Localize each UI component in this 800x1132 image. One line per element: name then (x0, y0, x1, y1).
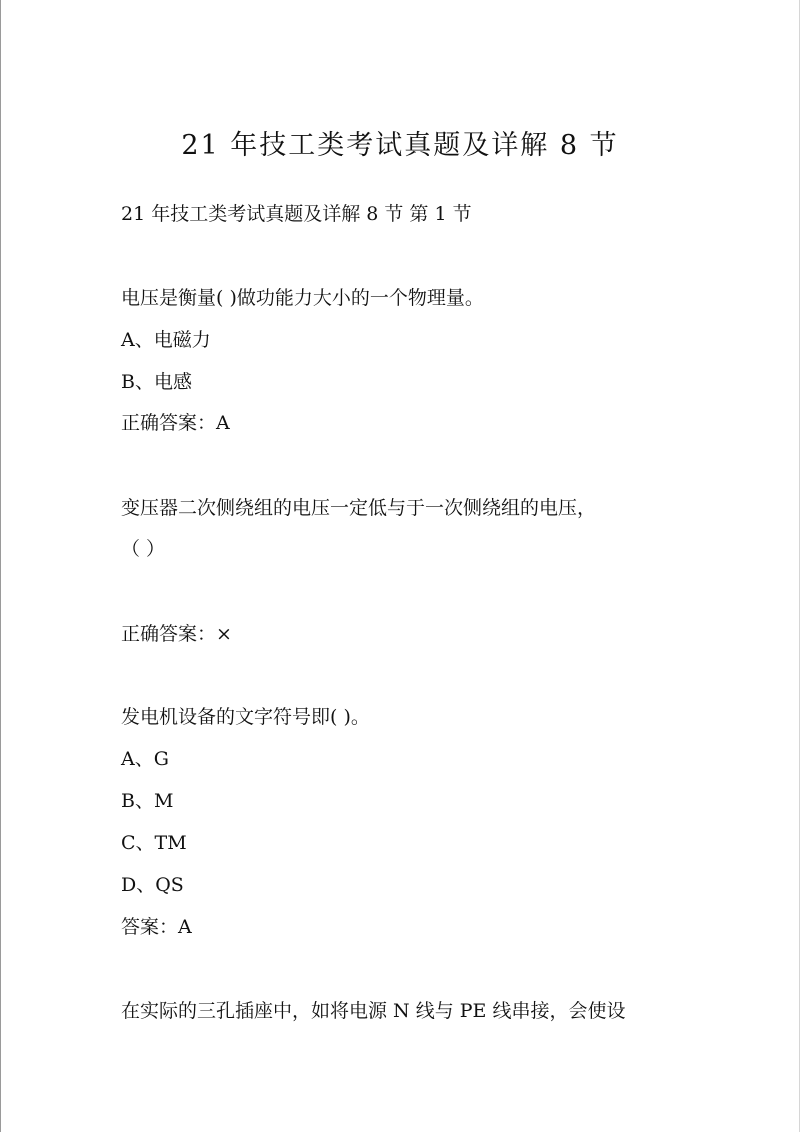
question-3-option-b: B、M (121, 790, 174, 812)
section-subtitle: 21 年技工类考试真题及详解 8 节 第 1 节 (121, 203, 472, 225)
page-left-edge (0, 0, 1, 1132)
question-1-option-a: A、电磁力 (121, 329, 211, 351)
question-3-option-c: C、TM (121, 832, 187, 854)
question-3-stem: 发电机设备的文字符号即( )。 (121, 706, 370, 728)
question-2-answer: 正确答案：× (121, 623, 232, 645)
question-4-stem: 在实际的三孔插座中，如将电源 N 线与 PE 线串接，会使设 (121, 1000, 626, 1022)
question-1-answer: 正确答案：A (121, 412, 230, 434)
question-3-option-a: A、G (121, 748, 169, 770)
question-1-stem: 电压是衡量( )做功能力大小的一个物理量。 (121, 287, 484, 309)
question-2-stem-line-2: （ ） (121, 538, 166, 560)
question-3-answer: 答案：A (121, 916, 192, 938)
page-title: 21 年技工类考试真题及详解 8 节 (181, 130, 619, 161)
question-2-stem-line-1: 变压器二次侧绕组的电压一定低与于一次侧绕组的电压， (121, 497, 597, 519)
question-1-option-b: B、电感 (121, 371, 192, 393)
question-3-option-d: D、QS (121, 874, 184, 896)
